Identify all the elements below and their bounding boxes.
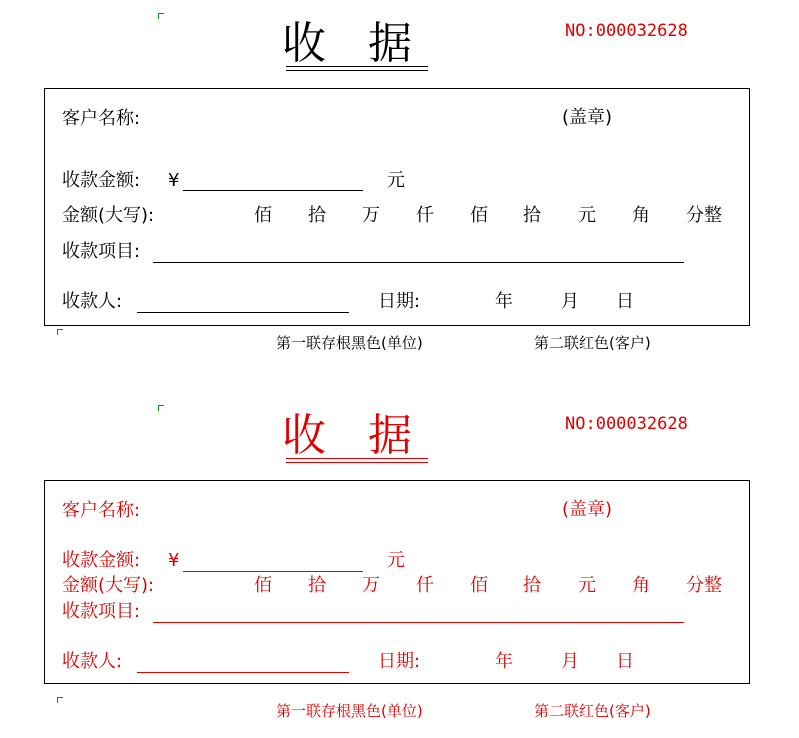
footer-copy-1: 第一联存根黑色(单位) [276,702,423,720]
corner-mark [158,13,164,19]
footer-copy-1: 第一联存根黑色(单位) [276,334,423,352]
unit-jiao: 角 [632,575,650,596]
payee-label: 收款人: [62,651,123,672]
amount-field-line[interactable] [183,190,363,191]
payment-item-field-line[interactable] [153,622,684,623]
currency-symbol: ¥ [168,550,180,571]
payee-label: 收款人: [62,291,123,312]
day-label: 日 [616,651,634,672]
unit-bai: 佰 [254,575,272,596]
unit-qian: 仟 [416,205,434,226]
amount-in-words-label: 金额(大写): [62,205,155,226]
seal-label: (盖章) [562,107,613,128]
receipt-title [282,14,432,74]
title-char-2: 据 [368,18,412,69]
date-label: 日期: [378,291,421,312]
footer-copy-2: 第二联红色(客户) [534,334,651,352]
unit-yuan: 元 [578,205,596,226]
amount-in-words-label: 金额(大写): [62,575,155,596]
unit-wan: 万 [362,205,380,226]
yuan-label: 元 [387,170,405,191]
payee-field-line[interactable] [137,672,349,673]
title-char-2: 据 [368,410,412,461]
currency-symbol: ¥ [168,170,180,191]
month-label: 月 [561,651,579,672]
receipt-black-copy [0,0,799,366]
payment-item-field-line[interactable] [153,262,684,263]
receipt-title [282,406,432,466]
day-label: 日 [616,291,634,312]
payment-item-label: 收款项目: [62,601,141,622]
unit-bai: 佰 [254,205,272,226]
unit-shi-2: 拾 [523,575,541,596]
month-label: 月 [561,291,579,312]
seal-label: (盖章) [562,499,613,520]
unit-fen-zheng: 分整 [686,205,722,226]
amount-label: 收款金额: [62,550,141,571]
unit-shi: 拾 [308,575,326,596]
amount-field-line[interactable] [183,571,363,572]
payment-item-label: 收款项目: [62,241,141,262]
unit-bai-2: 佰 [470,575,488,596]
unit-wan: 万 [362,575,380,596]
receipt-red-copy [0,372,799,738]
title-char-1: 收 [282,410,326,461]
unit-fen-zheng: 分整 [686,575,722,596]
yuan-label: 元 [387,550,405,571]
serial-number: NO:000032628 [565,414,688,434]
unit-shi-2: 拾 [523,205,541,226]
corner-mark [158,405,164,411]
unit-yuan: 元 [578,575,596,596]
unit-shi: 拾 [308,205,326,226]
unit-bai-2: 佰 [470,205,488,226]
footer-copy-2: 第二联红色(客户) [534,702,651,720]
unit-jiao: 角 [632,205,650,226]
amount-label: 收款金额: [62,170,141,191]
title-underline [286,458,428,463]
year-label: 年 [495,291,513,312]
customer-name-label: 客户名称: [62,108,141,129]
title-underline [286,66,428,71]
year-label: 年 [495,651,513,672]
serial-number: NO:000032628 [565,21,688,41]
customer-name-label: 客户名称: [62,500,141,521]
unit-qian: 仟 [416,575,434,596]
corner-mark [57,697,63,703]
payee-field-line[interactable] [137,312,349,313]
title-char-1: 收 [282,18,326,69]
date-label: 日期: [378,651,421,672]
corner-mark [57,329,63,335]
